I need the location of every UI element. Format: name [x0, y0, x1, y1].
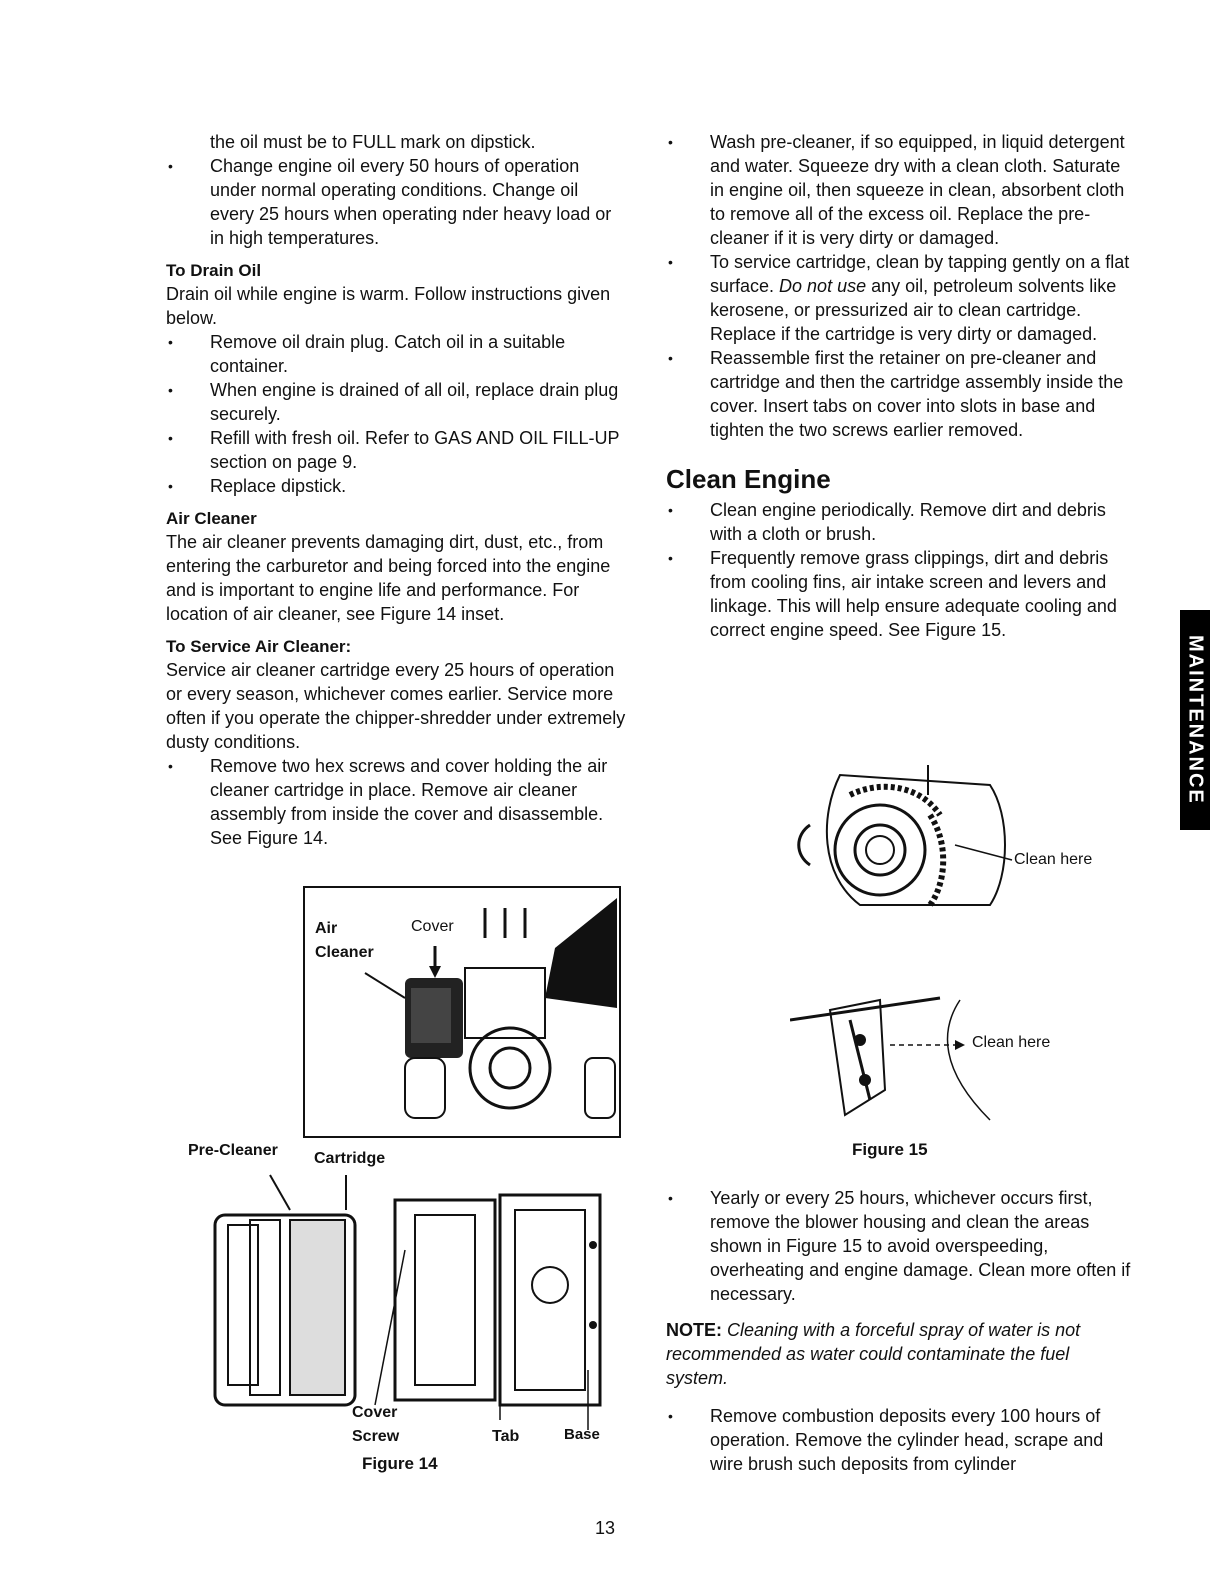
drain-oil-list [166, 330, 626, 498]
clean-engine-list [666, 498, 1136, 642]
flywheel-drawing [780, 755, 1110, 925]
oil-change-list [166, 154, 626, 250]
list-item: • To service cartridge, clean by tapping gently on a flat surface. Do not use any oil, petroleum solvents like kerosene, or pressurized air to clean cartridge. Replace if the cartridge is very dirty or damaged. [666, 250, 1136, 346]
figure14-inset [303, 886, 621, 1138]
clean-engine-heading: Clean Engine [666, 464, 831, 494]
blower-list [666, 1186, 1136, 1306]
drain-oil-text: Drain oil while engine is warm. Follow instructions given below. [166, 284, 611, 328]
label-base: Base [564, 1426, 600, 1443]
air-cleaner-service-list [666, 130, 1136, 442]
service-air-cleaner-heading: To Service Air Cleaner: [166, 637, 352, 656]
note-paragraph [666, 1318, 1136, 1390]
label-screw: Screw [352, 1428, 400, 1445]
intro-text: the oil must be to FULL mark on dipstick. [210, 132, 536, 152]
list-item: • Reassemble first the retainer on pre-cleaner and cartridge and then the cartridge assembly inside the cover. Insert tabs on cover into slots in base and tighten the two screws earlier removed. [666, 346, 1136, 442]
page-number: 13 [594, 1518, 616, 1538]
right-column-lower [666, 1186, 1136, 1476]
service-air-cleaner-text: Service air cleaner cartridge every 25 hours of operation or every season, whichever comes earlier. Service more often if you operate the chipper-shredder under extremely dusty conditions. [166, 660, 626, 752]
label-cartridge: Cartridge [314, 1150, 386, 1167]
figure15-caption: Figure 15 [852, 1140, 928, 1159]
list-item: • Remove two hex screws and cover holding the air cleaner cartridge in place. Remove air cleaner assembly from inside the cover and disassemble. See Figure 14. [166, 754, 626, 850]
service-list [166, 754, 626, 850]
left-column [166, 130, 626, 850]
deposit-list [666, 1404, 1136, 1476]
list-item: • Remove combustion deposits every 100 hours of operation. Remove the cylinder head, scrape and wire brush such deposits from cylinder [666, 1404, 1136, 1476]
note-label: NOTE: [666, 1320, 722, 1340]
list-item: • When engine is drained of all oil, replace drain plug securely. [166, 378, 626, 426]
inset-label-cover: Cover [411, 918, 454, 935]
inset-label-air: Air [315, 920, 338, 937]
note-text: Cleaning with a forceful spray of water is not recommended as water could contaminate the fuel system. [666, 1320, 1081, 1388]
list-item: • Replace dipstick. [166, 474, 626, 498]
list-item: • Wash pre-cleaner, if so equipped, in liquid detergent and water. Squeeze dry with a clean cloth. Saturate in engine oil, then squeeze in clean, absorbent cloth to remove all of the excess oil. Replace the pre-cleaner if it is very dirty or damaged. [666, 130, 1136, 250]
air-cleaner-exploded-drawing [180, 1140, 620, 1480]
engine-inset-drawing [305, 888, 621, 1138]
linkage-drawing [790, 990, 1110, 1135]
figure15-top [780, 755, 1110, 925]
figure14-exploded [180, 1140, 620, 1480]
figure14-caption: Figure 14 [362, 1454, 438, 1473]
side-tab-label: MAINTENANCE [1184, 635, 1207, 805]
label-pre-cleaner: Pre-Cleaner [188, 1142, 278, 1159]
figure15-bottom [790, 990, 1110, 1135]
air-cleaner-text: The air cleaner prevents damaging dirt, dust, etc., from entering the carburetor and being forced into the engine and is important to engine life and performance. For location of air cleaner, see Figure 14 inset. [166, 532, 611, 624]
list-item: • Yearly or every 25 hours, whichever occurs first, remove the blower housing and clean the areas shown in Figure 15 to avoid overspeeding, overheating and engine damage. Clean more often if necessary. [666, 1186, 1136, 1306]
right-column [666, 130, 1136, 642]
list-item: • Frequently remove grass clippings, dirt and debris from cooling fins, air intake screen and levers and linkage. This will help ensure adequate cooling and correct engine speed. See Figure 15. [666, 546, 1136, 642]
list-item: • Remove oil drain plug. Catch oil in a suitable container. [166, 330, 626, 378]
list-item: • Refill with fresh oil. Refer to GAS AND OIL FILL-UP section on page 9. [166, 426, 626, 474]
list-item: • Clean engine periodically. Remove dirt and debris with a cloth or brush. [666, 498, 1136, 546]
clean-here-label-1: Clean here [1014, 851, 1093, 868]
maintenance-side-tab [1180, 610, 1210, 830]
air-cleaner-heading: Air Cleaner [166, 509, 257, 528]
drain-oil-heading: To Drain Oil [166, 261, 262, 280]
clean-here-label-2: Clean here [972, 1034, 1051, 1051]
label-cover: Cover [352, 1404, 398, 1421]
list-item: • Change engine oil every 50 hours of operation under normal operating conditions. Change oil every 25 hours when operating nder heavy load or in high temperatures. [166, 154, 626, 250]
label-tab: Tab [492, 1428, 520, 1445]
inset-label-cleaner: Cleaner [315, 944, 374, 961]
